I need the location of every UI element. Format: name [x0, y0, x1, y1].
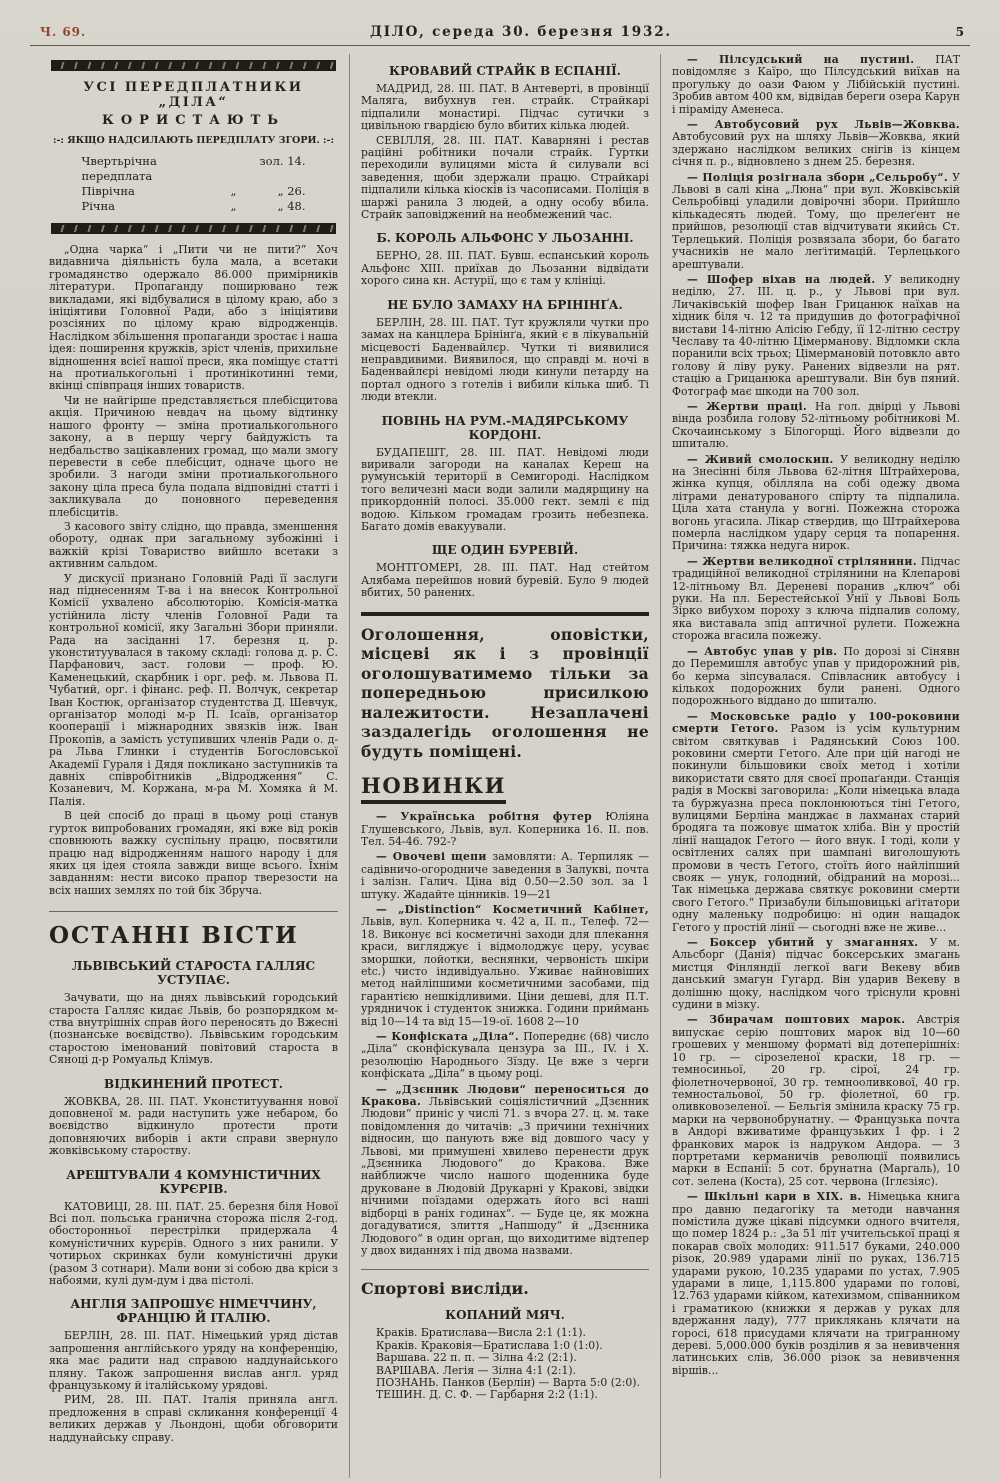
- news-item: — Боксер убитий у змаганнях. У м. Альсборг (Данія) підчас боксерських змагань мистця Фінляндії легкої ваги Векеву вбив данський змагун Гугард. Він ударив Векеву в долішню щоку, наслідком чого тріснули кровні судини в мізку.: [672, 936, 960, 1012]
- masthead: ДІЛО, середа 30. березня 1932.: [369, 24, 672, 40]
- subscription-rates: [82, 154, 306, 214]
- section-header: НОВИНКИ: [361, 773, 506, 804]
- news-item-lead: — Боксер убитий у змаганнях.: [687, 936, 930, 950]
- news-item: — Автобус упав у рів. По дорозі зі Сінявн до Перемишля автобус упав у придорожний рів, бо керма зіпсувалася. Співласник автобусу і кількох подорожних були ранені. Одного подорожнього віддано до шпиталю.: [672, 644, 961, 708]
- news-item: — Автобусовий рух Львів—Жовква. Автобусовий рух на шляху Львів—Жовква, який здержано наслідком великих снігів із кінцем січня п. р., відновлено з днем 25. березня.: [672, 118, 960, 169]
- news-item-lead: — Шкільні кари в XIX. в.: [687, 1190, 868, 1204]
- page-number: 5: [955, 25, 964, 39]
- subscription-note: :-: ЯКЩО НАДСИЛАЮТЬ ПЕРЕДПЛАТУ ЗГОРИ. :-:: [52, 135, 335, 146]
- rate-label: Піврічна: [81, 184, 135, 198]
- news-item: — Шкільні кари в XIX. в. Німецька книга про давню педагогіку та методи навчання помістила дуже цікаві підсумки одного вчителя, що помер 1824 р.: „За 51 літ учительської праці я покарав своїх молодих: 911.517 буками, 240.000 різок, 20.989 ударами лінії по руках, 136.715 ударами рукою, 10.235 ударами по устах, 7.905 ударами в лице, 1,115.800 ударами по голові, 12.763 ударами кійком, катехизмом, співанником і граматикою (книжки я держав у руках для вдержання ладу), 777 приклякань клячати на горосі, 618 присудами клячати на тригранному дереві. 5,000.000 буків розділив я за невивчення латинських слів, 36.000 різок за невивчення віршів...: [672, 1190, 960, 1377]
- news-item: — Жертви праці. На гол. двірці у Львові вінда розбила голову 52-літньому робітникові М. Скочаинському з Білогорщі. Його відвезли до шпиталю.: [672, 399, 960, 451]
- news-item-lead: — Овочеві щепи: [376, 850, 493, 864]
- article-headline: АРЕШТУВАЛИ 4 КОМУНІСТИЧНИХ КУРЄРІВ.: [66, 1167, 321, 1196]
- news-item-lead: — Конфіската „Діла“.: [376, 1030, 524, 1043]
- article-paragraph: МАДРИД, 28. III. ПАТ. В Антеверті, в провінції Маляга, вибухнув ген. страйк. Страйкарі підпалили монастирі. Підчас сутички з цивільною гвардією було вбитих кілька людей.: [361, 82, 649, 133]
- news-item-lead: — Живий смолоскип.: [687, 452, 841, 466]
- article-paragraph: СЕВІЛЛЯ, 28. III. ПАТ. Каварняні і рестав раційні робітники почали страйк. Гуртки переходили вулицями міста й силували всі заведення, щоби здержали працю. Страйкарі підпалили кілька кіосків із часописами. Поліція в шаржі ранила 3 людей, а одну особу вбила. Страйк заповіджений на необмежений час.: [361, 133, 649, 222]
- news-item-lead: — „Distinction“ Косметичний Кабінет,: [376, 902, 649, 916]
- left-column: [38, 54, 349, 1478]
- article-paragraph: У дискусії признано Головній Раді її заслуги над піднесенням Т-ва і на внесок Контрольної Комісії ухвалено абсолюторію. Комісія-матка устійнила лісту членів Головної Ради та контрольної комісії, яку Загальні Збори приняли. Рада на засіданні 17. березня ц. р. уконституувалася в такому складі: голова д. р. С. Парфанович, заст. голови — проф. Ю. Каменецький, скарбник і орг. реф. м. Львова П. Чубатий, орг. і фінанс. реф. П. Волчук, секретар Іван Костюк, організатор студентства Д. Шевчук, організатор молоді м-р П. Ісаїв, організатор кооперації і міжнародних звязків інж. Іван Прокопів, а замість уступивших членів Ради о. д-ра Льва Глинки і студентів Богословської Академії Гураля і Дядя покликано заступників та давніх співробітників „Відродження“ С. Козаневич, М. Коржана, м-ра М. Хомяка й М. Палія.: [49, 571, 338, 808]
- rate-ditto: [220, 154, 248, 184]
- article-paragraph: З касового звіту слідно, що правда, зменшення обороту, однак при загальному зубожінні і важкій крізі Товариство вийшло всетаки з активним сальдом.: [49, 519, 338, 571]
- middle-column-blocks: [361, 64, 649, 1402]
- issue-number: Ч. 69.: [40, 25, 87, 39]
- article-paragraph: БЕРНО, 28. III. ПАТ. Бувш. еспанський король Альфонс XIII. приїхав до Льозанни відвідати хорого сина кн. Астурії, що є там у клініці.: [361, 249, 649, 288]
- news-item-lead: — Московське радіо у 100-роковини смерти Гетого.: [672, 709, 960, 736]
- news-item: — „Distinction“ Косметичний Кабінет, Львів, вул. Коперника ч. 42 а, II. п., Телеф. 72—18. Виконує всі косметичні заходи для плекання краси, вигляджує і відмолоджує церу, усуває зморшки, лойотки, веснянки, червоність шкіри etc.) чисто індивідуально. Уживає найновіших метод найліпшими косметичними засобами, під гарантією нешкідливими. Ціни дешеві, для П.Т. урядничок і студенток знижка. Години приймань від 10—14 та від 15—19-ої. 1608 2—10: [361, 902, 649, 1028]
- article-headline: Б. КОРОЛЬ АЛЬФОНС У ЛЬОЗАННІ.: [376, 231, 634, 246]
- news-item: — „Дзєнник Людови“ переноситься до Кракова. Львівський соціялістичний „Дзєнник Людови“ приніс у числі 71. з вчора 27. ц. м. таке повідомлення до читачів: „З причини технічних відносин, що панують вже від довшого часу у Львові, ми примушені хвилево перенести друк „Дзєнника Людового“ до Кракова. Вже найближче число нашого щоденника буде друковане в Людовій Друкарні у Кракові, звідки нічними поїздами одержать його всі наші відборці в раніх годинах“. — Буде це, як можна догадуватися, злиття „Напшоду“ й „Дзєнника Людового“ в один орган, що виходитиме відтепер у двох виданнях і під двома назвами.: [361, 1082, 649, 1257]
- news-item-lead: — Українська робітня футер: [376, 810, 606, 824]
- news-item: — Живий смолоскип. У великодну неділю на Знесінні біля Львова 62-літня Штрайхерова, жінка купця, обілляла на собі одежу двома літрами денатурованого спірту та підпалила. Ціла хата станула у вогні. Пожежна сторожа вогонь угасила. Лікар ствердив, що Штрайхерова померла наслідком удару серця та попарення. Причина: тяжка недуга нирок.: [672, 452, 960, 553]
- article-headline: ЛЬВІВСЬКИЙ СТАРОСТА ГАЛЛЯС УСТУПАЄ.: [71, 959, 316, 988]
- article-paragraph: МОНТГОМЕРІ, 28. III. ПАТ. Над стейтом Алябама перейшов новий буревій. Було 9 людей вбитих, 50 ранених.: [361, 561, 649, 600]
- right-column: [660, 54, 971, 1478]
- score-line: Варшава. 22 п. п. — Зілна 4:2 (2:1).: [376, 1351, 577, 1365]
- news-item: — Жертви великодної стрілянини. Підчас традиційної великодної стрілянини на Клепарові 12-літньому Вл. Дереневі поранив „ключ“ обі руки. На пл. Берестейської Унії у Львові Боль Зірко вибухом пороху з ключа підпалив солому, яка виставала зпід аптичної рулети. Пожежна сторожа вгасила пожежу.: [672, 554, 960, 643]
- news-item-lead: — Автобус упав у рів.: [687, 644, 844, 658]
- columns: [0, 46, 1000, 1478]
- news-item-lead: — Жертви праці.: [687, 399, 816, 413]
- news-item-lead: — Автобусовий рух Львів—Жовква.: [687, 118, 960, 132]
- article-paragraph: Зачувати, що на днях львівський городський староста Галляс кидає Львів, бо розпорядком м-ства внутрішніх справ його переносять до Вжесні (познанське воєвідство). Львівським городським старостою іменований повітовий староста в Сяноці д-р Ромуальд Клімув.: [49, 991, 338, 1067]
- article-paragraph: ЖОВКВА, 28. III. ПАТ. Уконституування нової доповненої м. ради наступить уже небаром, бо воєвідство відкинуло протести проти доповняючих виборів і акти справи звернуло жовківському староству.: [49, 1094, 338, 1158]
- article-headline: АНГЛІЯ ЗАПРОШУЄ НІМЕЧЧИНУ, ФРАНЦІЮ Й ІТАЛІЮ.: [70, 1297, 317, 1326]
- article-paragraph: РИМ, 28. III. ПАТ. Італія приняла англ. предложення в справі скликання конференції 4 великих держав у Льондоні, щоби обговорити наддунайську справу.: [49, 1393, 338, 1444]
- news-item-lead: — Шофер віхав на людей.: [687, 272, 885, 286]
- rate-label: Річна: [81, 199, 116, 213]
- score-line: ТЕШИН. Д. С. Ф. — Гарбарня 2:2 (1:1).: [376, 1388, 598, 1402]
- news-item-lead: — „Дзєнник Людови“ переноситься до Кракова.: [361, 1082, 649, 1109]
- subscription-rate-row: [82, 199, 306, 214]
- score-line: ВАРШАВА. Легія — Зілна 4:1 (2:1).: [376, 1363, 576, 1377]
- article-paragraph: КАТОВИЦІ, 28. III. ПАТ. 25. березня біля Нової Всі пол. польська гранична сторожа після 2-год. обосторонньої перестрілки придержала 4 комуністичних курєрів. Одного з них ранили. У чотирьох скринках були комуністичні друки (разом 3 сотнари). Мали вони зі собою два кріси з набоями, кулі дум-дум і два пістолі.: [49, 1199, 338, 1288]
- score-line: Краків. Братислава—Висла 2:1 (1:1).: [376, 1326, 586, 1340]
- ornament-bar-top: [51, 60, 336, 71]
- news-item: — Овочеві щепи замовляти: А. Терпиляк — садівничо-огородниче заведення в Залукві, почта і залізн. Галич. Ціна від 0.50—2.50 зол. за 1 штуку. Жадайте цінників. 19—21: [361, 850, 649, 901]
- subscription-rate-row: [82, 184, 306, 199]
- article-paragraph: Чи не найгірше представляється плебісцитова акція. Причиною невдач на цьому відтинку нашого фронту — зміна протиалькогольного закону, а в першу чергу байдужість та недбальство зацікавлених громад, що мали змогу перевести в себе плебісцит, одначе цього не зробили. З нагоди зміни протиалькогольного закону ціла преса була подала відповідні статті і закликувала до поновного переведення плебісцитів.: [49, 393, 338, 519]
- news-item: — Поліція розігнала збори „Сельробу“. У Львові в салі кіна „Люна“ при вул. Жовківській Сельробівці уладили довірочні збори. Прийшло кількадесять людей. Тому, що прелеґент не прийшов, резолюції став відчитувати якийсь Ст. Терлецький. Поліція розвязала збори, бо багато учасників не мало леґітимацій. Терлецького арештували.: [672, 170, 960, 271]
- rate-ditto: „: [230, 184, 237, 198]
- notice-box: Оголошення, оповістки, місцеві як і з провінції оголошуватимемо тільки за попередньою присилкою належитости. Незаплачені заздалегідь оголошення не будуть поміщені.: [361, 612, 649, 762]
- subscription-title: УСІ ПЕРЕДПЛАТНИКИ „ДІЛА“: [83, 80, 304, 110]
- middle-column: [349, 54, 660, 1478]
- subscription-rate-row: [82, 154, 306, 184]
- article-headline: ЩЕ ОДИН БУРЕВІЙ.: [431, 543, 579, 558]
- section-header: ОСТАННІ ВІСТИ: [49, 911, 338, 949]
- news-item-lead: — Збирачам поштових марок.: [687, 1013, 917, 1027]
- rate-value: „ 26.: [277, 184, 306, 198]
- article-paragraph: БУДАПЕШТ, 28. III. ПАТ. Невідомі люди виривали загороди на каналах Кереш на румунській території в Семигороді. Наслідком того величезні маси води залили мадярщину на прикордонній полосі. 35.000 гект. землі є під водою. Кільком громадам грозить небезпека. Багато домів евакуували.: [361, 445, 649, 533]
- score-line: Краків. Краковія—Братислава 1:0 (1:0).: [376, 1338, 603, 1352]
- news-item-lead: — Поліція розігнала збори „Сельробу“.: [687, 170, 953, 184]
- news-item: — Збирачам поштових марок. Австрія випускає серію поштових марок від 10—60 грошевих у меншому форматі від дотеперішніх: 10 гр. — сірозеленої краски, 18 гр. — темносиньої, 20 гр. сірої, 24 гр. фіолетночервоної, 30 гр. темнооливкової, 40 гр. темностальової, 50 гр. фіолетної, 60 гр. оливковозеленої. — Бельгія змінила краску 75 гр. марки на червонобрунатну. — Французька почта в Андорі вживатиме французьких 1 фр. і 2 франкових марок із надруком Андора. — З портретами керманичів революції появились марки в Еспанії: 5 сот. брунатна (Маргаль), 10 сот. зелена (Коста), 25 сот. червона (Іглєзіяс).: [672, 1013, 960, 1188]
- subscription-box: [49, 60, 338, 234]
- ornament-bar-bottom: [51, 223, 336, 234]
- news-item: — Московське радіо у 100-роковини смерти Гетого. Разом із усім культурним світом святкував і Радянський Союз 100. роковини смерти Гетого. Але при цій нагоді не покинули більшовики своїх метод і хотіли використати свято для своєї пропаґанди. Станція радія в Москві заговорила: „Коли німецька влада та буржуазна преса поклонюються тіні Гетого, вулицями Берліна манджає в лахманах старий бродяга та пожовує шматок хліба. Він у простій лінії нащадок Гетого — його внук. І тоді, коли у освітлених салях при шампані виголошують промови в честь Гетого, стоїть його найліпший свояк — унук, голодний, обідраний на морозі... Так німецька держава святкує роковини смерти свого Гетого.“ Призабули більшовицькі аґітатори одну маленьку подробицю: ні один нащадок Гетого у простій лінії — сьогодні вже не живе...: [672, 709, 960, 934]
- right-column-blocks: [672, 54, 960, 1377]
- subscription-title-2: КОРИСТАЮТЬ: [102, 113, 285, 128]
- news-item: — Конфіската „Діла“. Попереднє (68) число „Діла“ сконфіскувала цензура за III., IV. і X. резолюцію Народнього Зїзду. Це вже з черги конфіската „Діла“ в цьому році.: [361, 1030, 649, 1081]
- news-item-lead: — Пілсудський на пустині.: [687, 54, 936, 66]
- left-column-blocks: [49, 244, 338, 1444]
- rate-value: зол. 14.: [259, 154, 306, 168]
- article-headline: ПОВІНЬ НА РУМ.-МАДЯРСЬКОМУ КОРДОНІ.: [381, 413, 629, 442]
- news-item: — Українська робітня футер Юліяна Глушевського, Львів, вул. Коперника 16. II. пов. Тел. 54-46. 792-?: [361, 810, 649, 848]
- page-header: [0, 0, 1000, 45]
- article-paragraph: В цей спосіб до праці в цьому році станув гурток випробованих громадян, які вже від років сповнюють важку суспільну працю, посвятили працю над відродженням нашого народу і для яких ця ідея стояла завжди вище всього. Їхнім завданням: нести високо прапор тверезости на всіх наших землях по той бік Збруча.: [49, 809, 338, 897]
- score-line: ПОЗНАНЬ. Панков (Берлін) — Варта 5:0 (2:0).: [376, 1375, 640, 1389]
- article-paragraph: „Одна чарка“ і „Пити чи не пити?“ Хоч видавнича діяльність була мала, а всетаки громадянство одержало 86.000 примірників літератури. Пропаганду поширювано теж викладами, які відбувалися в цілому краю, або з ініціятиви Головної Ради, або з ініціятиви розсіяних по цілому краю відродженців. Наслідком збільшення пропаганди зростає і наша ідея: поширення кружків, зріст членів, прихильне відношення всієї нашої преси, яка поміщує статті на протиалькогольні і протинікотинні теми, вкінці співпраця інших товариств.: [49, 243, 338, 393]
- article-paragraph: БЕРЛІН, 28. III. ПАТ. Тут кружляли чутки про замах на канцлера Брінінґа, який є в лікувальній місцевості Баденвайлєр. Чутки ті виявилися неправдивими. Виявилося, що справді м. ночі в Баденвайлєрі невідомі люди кинули петарду на портал одного з готелів і вибили кілька шиб. Ті люди втекли.: [361, 315, 649, 404]
- news-item: — Шофер віхав на людей. У великодну неділю, 27. III. ц. р., у Львові при вул. Личаківській шофер Іван Грицанюк наїхав на хідник біля ч. 12 та придушив до фотографічної вистави 14-літню Алісію Гебду, її 12-літню сестру Чеславу та 40-літню Цімерманову. Відломки скла поранили всіх трьох; Цімермановій потовкло авто голову й ліву руку. Ранених відвезли на рят. стацію а Грицанюка арештували. Він був пяний. Фотограф має шкоди на 700 зол.: [672, 272, 961, 398]
- article-paragraph: БЕРЛІН, 28. III. ПАТ. Німецький уряд дістав запрошення англійського уряду на конференцію, яка має радити над справою наддунайського пляну. Також запрошення вислав англ. уряд французькому й італійському урядові.: [49, 1329, 338, 1393]
- article-headline: КОПАНИЙ МЯЧ.: [445, 1308, 565, 1323]
- article-headline: ВІДКИНЕНИЙ ПРОТЕСТ.: [104, 1076, 283, 1091]
- article-headline: КРОВАВИЙ СТРАЙК В ЕСПАНІЇ.: [389, 64, 621, 78]
- rate-value: „ 48.: [277, 199, 306, 213]
- news-item: — Пілсудський на пустині. ПАТ повідомляє з Каїро, що Пілсудський виїхав на прогульку до оази Фаюм у Лібійській пустині. Зробив автом 400 км, відвідав береги озера Карун і піраміду Аменеса.: [672, 54, 960, 116]
- rate-label: Чвертьрічна передплата: [81, 154, 157, 183]
- news-item-lead: — Жертви великодної стрілянини.: [687, 554, 921, 568]
- article-headline: НЕ БУЛО ЗАМАХУ НА БРІНІНҐА.: [387, 297, 623, 312]
- section-header: Спортові висліди.: [361, 1269, 649, 1298]
- rate-ditto: „: [230, 199, 237, 213]
